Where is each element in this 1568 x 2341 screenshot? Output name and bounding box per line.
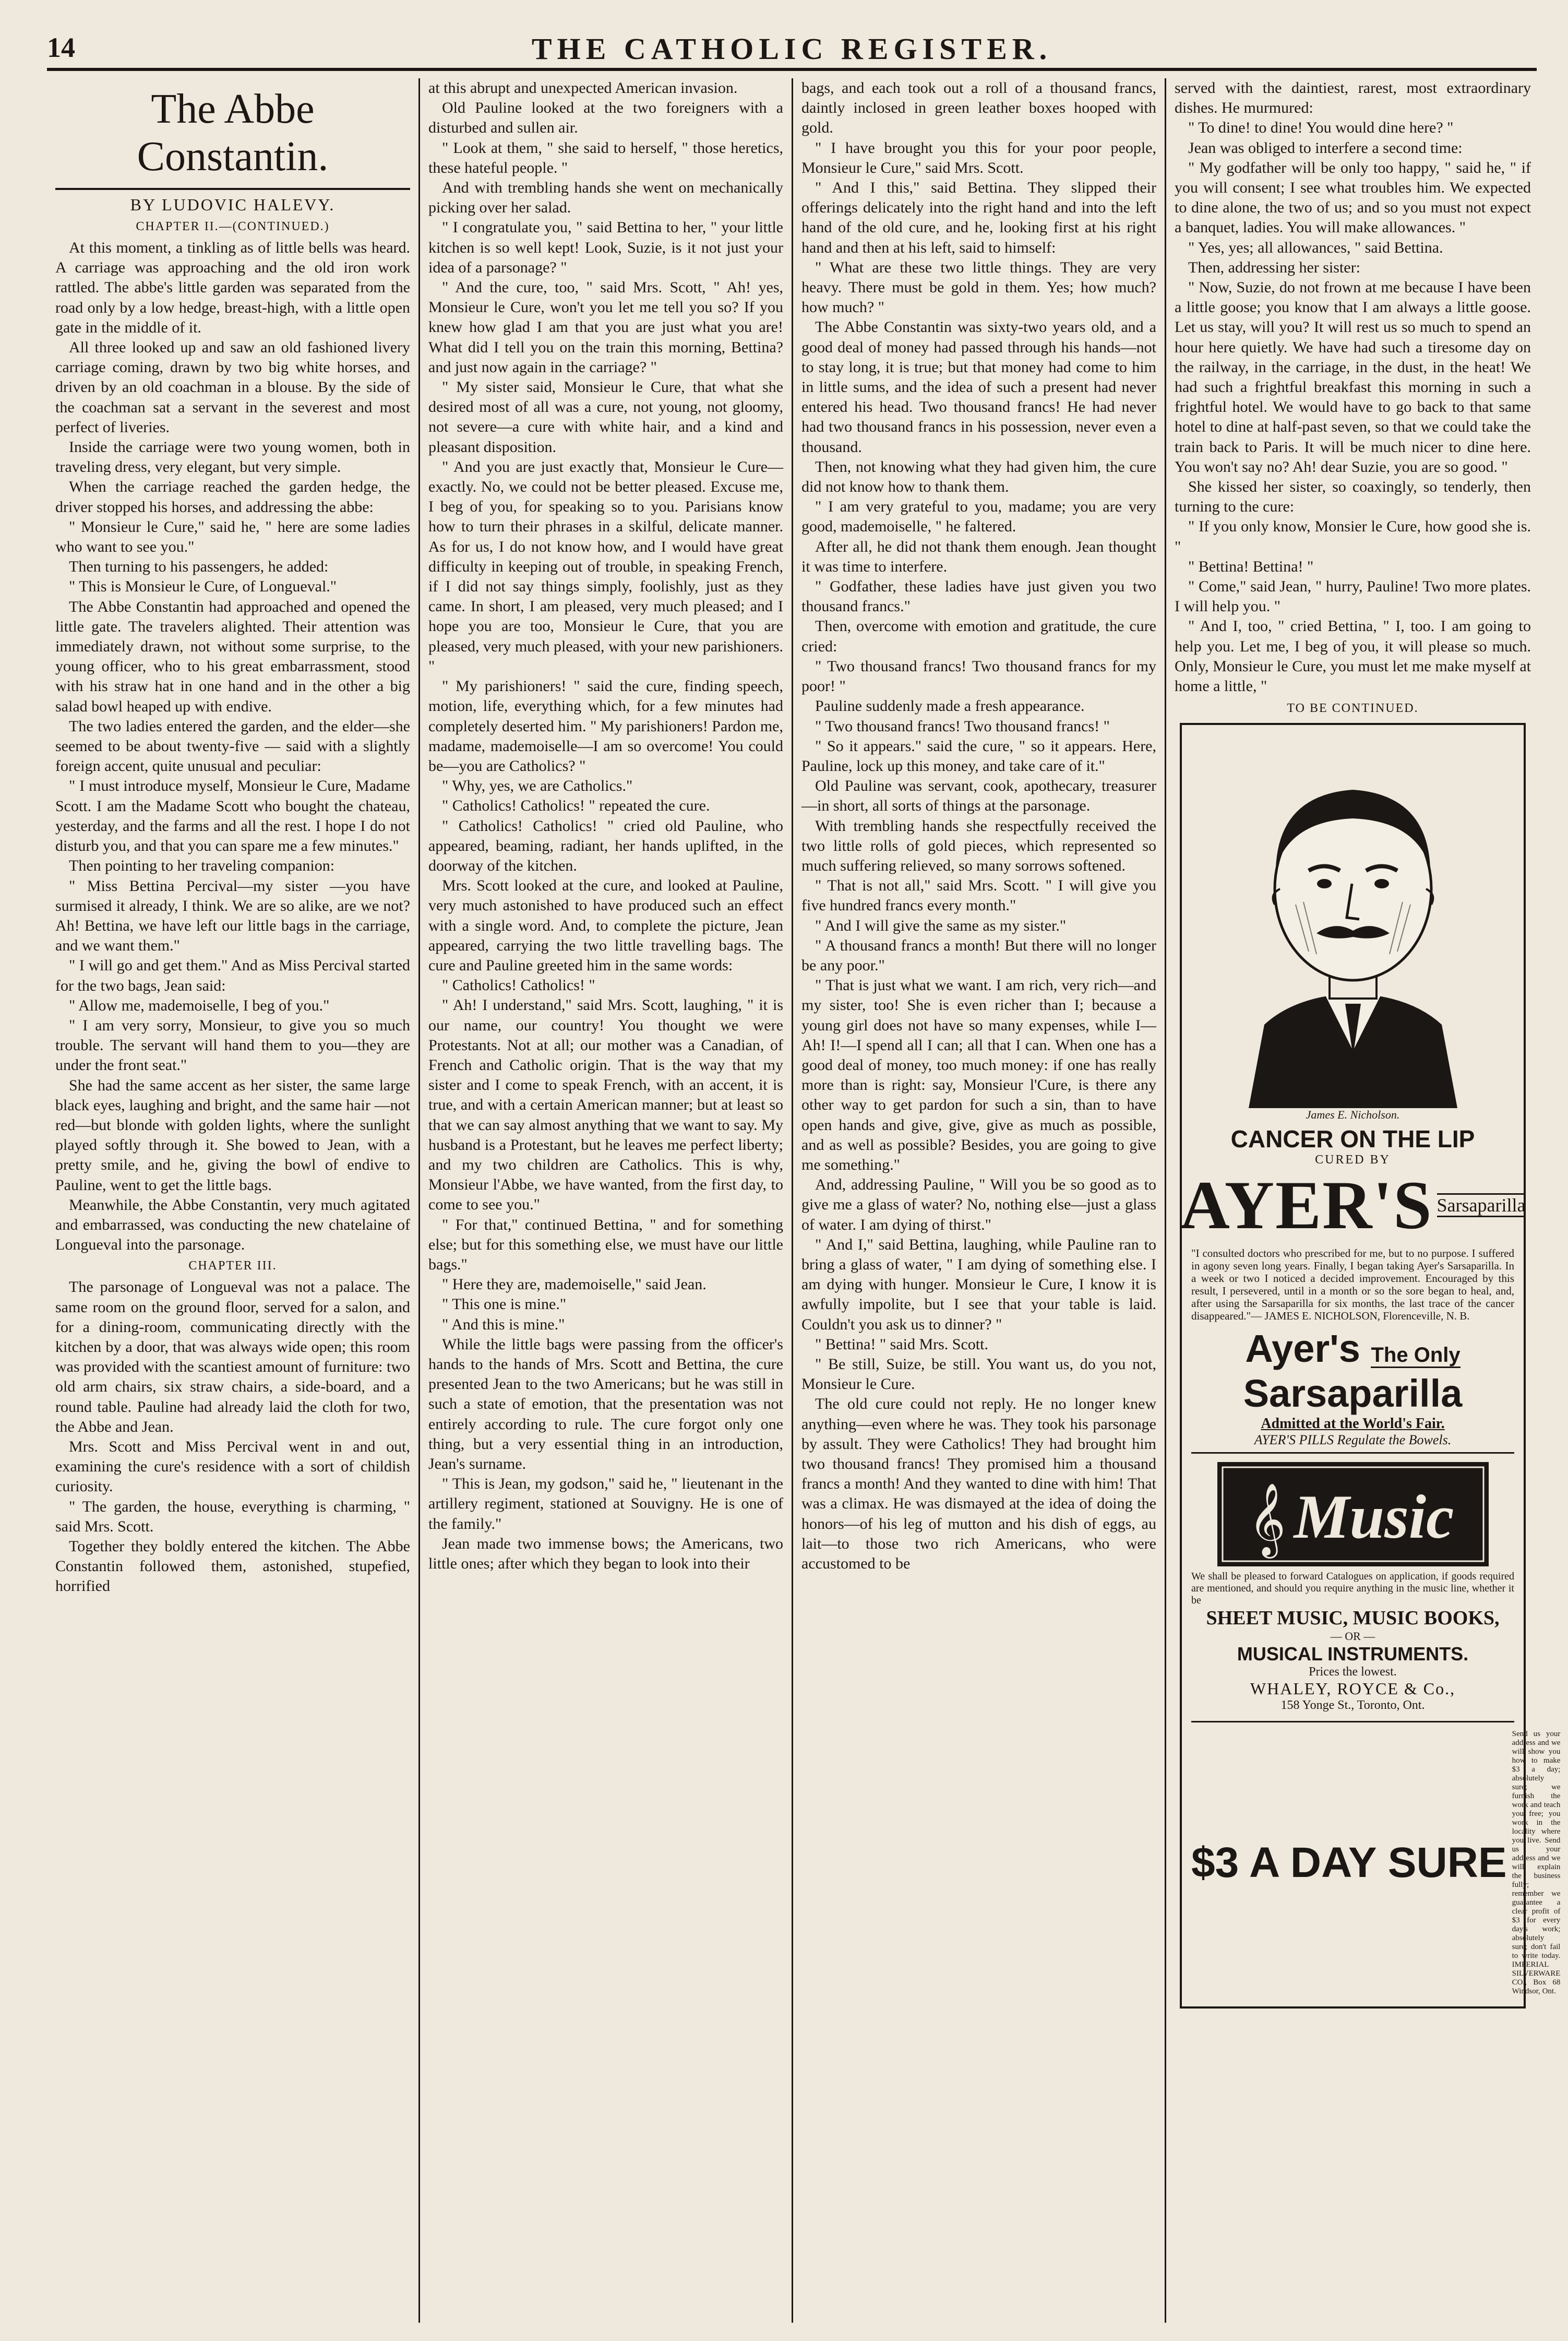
story-paragraph: She had the same accent as her sister, the same large black eyes, laughing and bright, and the same hair —not red—but blonde with golden lights, where the sunlight played softly through it. She bowed to Jean, with a pretty smile, and he, giving the bowl of endive to Pauline, went to get the little bags. bbox=[55, 1076, 410, 1194]
story-paragraph: " For that," continued Bettina, " and for something else; but for this something else, we must have our little bags." bbox=[428, 1216, 783, 1273]
story-paragraph: " Now, Suzie, do not frown at me because I have been a little goose; you know that I am always a little goose. Let us stay, will you? It will rest us so much to spend an hour here quietly. We have had such a tiresome day on the railway, in the carriage, in the dust, in the heat! We had such a frightful breakfast this morning in such a frightful hotel. We would have to go back to that same hotel to dine at half-past seven, so that we could take the train back to Paris. It will be much nicer to dine here. You won't say no? Ah! dear Suzie, you are so good. " bbox=[1175, 279, 1531, 476]
story-paragraph: " Yes, yes; all allowances, " said Bettina. bbox=[1188, 239, 1443, 256]
story-paragraph: At this moment, a tinkling as of little bells was heard. A carriage was approaching and the old iron work rattled. The abbe's little garden was separated from the road only by a low hedge, breast-high, with a little open gate in the middle of it. bbox=[55, 239, 410, 336]
story-paragraph: " Two thousand francs! Two thousand francs! " bbox=[815, 717, 1110, 735]
story-text bbox=[1175, 78, 1531, 696]
page-number: 14 bbox=[47, 32, 75, 63]
story-paragraph: Meanwhile, the Abbe Constantin, very much agitated and embarrassed, was conducting the new chatelaine of Longueval into the parsonage. bbox=[55, 1196, 410, 1254]
story-paragraph: She kissed her sister, so coaxingly, so tenderly, then turning to the cure: bbox=[1175, 478, 1531, 516]
logo-sarsaparilla: Sarsaparilla bbox=[1243, 1371, 1463, 1415]
music-banner bbox=[1217, 1462, 1489, 1566]
story-paragraph: Then, not knowing what they had given him, the cure did not know how to thank them. bbox=[801, 458, 1156, 496]
story-paragraph: " I congratulate you, " said Bettina to her, " your little kitchen is so well kept! Look, Suzie, is it not just your idea of a parsonage? " bbox=[428, 219, 783, 276]
story-paragraph: With trembling hands she respectfully received the two little rolls of gold pieces, which represented so much suffering relieved, so many sorrows softened. bbox=[801, 817, 1156, 874]
story-paragraph: Jean was obliged to interfere a second time: bbox=[1188, 139, 1463, 157]
story-paragraph: " Be still, Suize, be still. You want us, do you not, Monsieur le Cure. bbox=[801, 1356, 1156, 1393]
story-text bbox=[55, 238, 410, 1255]
music-banner-label: Music bbox=[1294, 1481, 1454, 1551]
story-paragraph: And with trembling hands she went on mechanically picking over her salad. bbox=[428, 179, 783, 217]
page-header bbox=[47, 31, 1537, 71]
story-paragraph: " That is not all," said Mrs. Scott. " I will give you five hundred francs every month." bbox=[801, 877, 1156, 914]
sarsaparilla-label: Sarsaparilla bbox=[1437, 1193, 1526, 1217]
story-paragraph: " This one is mine." bbox=[442, 1296, 567, 1313]
story-paragraph: " This is Jean, my godson," said he, " lieutenant in the artillery regiment, stationed at Souvigny. He is one of the family." bbox=[428, 1475, 783, 1532]
portrait-caption: James E. Nicholson. bbox=[1306, 1108, 1400, 1122]
story-paragraph: " I have brought you this for your poor people, Monsieur le Cure," said Mrs. Scott. bbox=[801, 139, 1156, 176]
story-paragraph: served with the daintiest, rarest, most extraordinary dishes. He murmured: bbox=[1175, 79, 1531, 117]
logo-only: The Only bbox=[1371, 1344, 1460, 1368]
column-1 bbox=[47, 78, 420, 2323]
story-paragraph: All three looked up and saw an old fashioned livery carriage coming, drawn by two big white horses, and driven by an old coachman in a blouse. By the side of the coachman sat a servant in the severest and most perfect of liveries. bbox=[55, 339, 410, 436]
story-paragraph: " And I," said Bettina, laughing, while Pauline ran to bring a glass of water, " I am dying of something else. I am dying with hunger. Monsieur le Cure, I know it is awfully impolite, but I see that your table is laid. Couldn't you ask us to dinner? " bbox=[801, 1235, 1156, 1333]
story-paragraph: " I am very sorry, Monsieur, to give you so much trouble. The servant will hand them to you—they are under the front seat." bbox=[55, 1016, 410, 1074]
chapter-heading: CHAPTER II.—(CONTINUED.) bbox=[136, 220, 330, 233]
company-address: 158 Yonge St., Toronto, Ont. bbox=[1280, 1698, 1425, 1712]
prices-line: Prices the lowest. bbox=[1309, 1665, 1397, 1679]
story-paragraph: Pauline suddenly made a fresh appearance. bbox=[815, 697, 1085, 715]
story-paragraph: " Come," said Jean, " hurry, Pauline! Two more plates. I will help you. " bbox=[1175, 578, 1531, 615]
ayers-advertisement bbox=[1180, 723, 1561, 2008]
chapter-heading: CHAPTER III. bbox=[188, 1259, 277, 1273]
story-paragraph: " I am very grateful to you, madame; you are very good, mademoiselle, " he faltered. bbox=[801, 498, 1156, 536]
story-paragraph: " Miss Bettina Percival—my sister —you have surmised it already, I think. We are so alike, are we not? Ah! Bettina, we have left our little bags in the carriage, and we want them." bbox=[55, 877, 410, 955]
story-paragraph: " My godfather will be only too happy, " said he, " if you will consent; I see what troubles him. We expected to dine alone, the two of us; and so you must not expect a banquet, ladies. You will make allowances. " bbox=[1175, 159, 1531, 236]
story-text bbox=[55, 1277, 410, 1596]
story-paragraph: " Bettina! " said Mrs. Scott. bbox=[815, 1335, 988, 1353]
story-paragraph: " Catholics! Catholics! " cried old Pauline, who appeared, beaming, radiant, her hands uplifted, in the doorway of the kitchen. bbox=[428, 817, 783, 874]
story-paragraph: " And I, too, " cried Bettina, " I, too. I am going to help you. Let me, I beg of you, it will please so much. Only, Monsieur le Cure, you must let me make myself at home a little, " bbox=[1175, 617, 1531, 695]
ad-frame bbox=[1180, 723, 1561, 2008]
story-paragraph: " I must introduce myself, Monsieur le Cure, Madame Scott. I am the Madame Scott who bought the chateau, yesterday, and the farms and all the rest. I hope I do not disturb you, and that you can spare me a few minutes." bbox=[55, 777, 410, 855]
story-paragraph: " Why, yes, we are Catholics." bbox=[442, 777, 633, 795]
testimonial: "I consulted doctors who prescribed for me, but to no purpose. I suffered in agony seven long years. Finally, I began taking Ayer's Sarsaparilla. In a week or two I noticed a decided improvement. Encouraged by this result, I persevered, until in a month or so the sore began to heal, and, after using the Sarsaparilla for six months, the last trace of the cancer disappeared."— JAMES E. NICHOLSON, Florenceville, N. B. bbox=[1191, 1247, 1514, 1323]
column-3 bbox=[793, 78, 1166, 2323]
company-name: WHALEY, ROYCE & Co., bbox=[1250, 1679, 1456, 1698]
story-paragraph: When the carriage reached the garden hedge, the driver stopped his horses, and addressing the abbe: bbox=[55, 478, 410, 516]
story-paragraph: While the little bags were passing from the officer's hands to the hands of Mrs. Scott and Bettina, the cure presented Jean to the two Americans; but he was still in such a state of emotion, that the presentation was not entirely according to rule. The cure forgot only one thing, but a very essential thing in an introduction, Jean's surname. bbox=[428, 1335, 783, 1473]
story-paragraph: Old Pauline was servant, cook, apothecary, treasurer—in short, all sorts of things at the parsonage. bbox=[801, 777, 1156, 815]
treble-clef-icon: 𝄞 bbox=[1248, 1484, 1286, 1554]
story-paragraph: " Bettina! Bettina! " bbox=[1188, 557, 1314, 575]
story-paragraph: " And the cure, too, " said Mrs. Scott, " Ah! yes, Monsieur le Cure, won't you let me tell you so? If you knew how glad I am that you are just what you are! What did I tell you on the train this morning, Bettina? and just now again in the carriage? " bbox=[428, 279, 783, 376]
story-paragraph: " To dine! to dine! You would dine here? " bbox=[1188, 119, 1454, 137]
story-paragraph: The Abbe Constantin had approached and opened the little gate. The travelers alighted. Their attention was immediately drawn, not without some surprise, to the young officer, who to his great embarrassment, stood with his straw hat in one hand and in the other a big salad bowl heaped up with endive. bbox=[55, 598, 410, 715]
story-paragraph: " Look at them, " she said to herself, " those heretics, these hateful people. " bbox=[428, 139, 783, 176]
story-paragraph: " And you are just exactly that, Monsieur le Cure—exactly. No, we could not be better pleased. Excuse me, I beg of you, for speaking so to you. Parisians know how to turn their phrases in a skilful, delicate manner. As for us, I do not know how, and I would have great difficulty in keeping out of trouble, in speaking French, if I did not say things simply, foolishly, just as they came. In short, I am pleased, very much pleased; and I hope you are too, Monsieur le Cure, that you are pleased, very much pleased, with your new parishioners. " bbox=[428, 458, 783, 675]
story-paragraph: at this abrupt and unexpected American invasion. bbox=[428, 79, 738, 97]
story-paragraph: " Catholics! Catholics! " repeated the cure. bbox=[442, 797, 710, 815]
story-paragraph: " That is just what we want. I am rich, very rich—and my sister, too! She is even richer than I; because a young girl does not have so many expenses, while I— Ah! I!—I spend all I can; all that I can. When one has a good deal of money, too much money: if one has really more than is right: say, Monsieur l'Cure, is there any other way to get pardon for such a sin, than to have open hands and give, give, give as much as possible, and as well as possible? Besides, you are going to give me something." bbox=[801, 977, 1156, 1173]
worlds-fair-line: Admitted at the World's Fair. bbox=[1261, 1415, 1445, 1432]
story-title: The Abbe Constantin. bbox=[55, 86, 410, 190]
three-a-day-headline: $3 A DAY SURE bbox=[1191, 1838, 1507, 1886]
ayers-wordmark bbox=[1180, 1167, 1526, 1244]
column-4 bbox=[1166, 78, 1561, 2323]
story-paragraph: " And I will give the same as my sister." bbox=[815, 917, 1067, 934]
story-paragraph: " The garden, the house, everything is charming, " said Mrs. Scott. bbox=[55, 1498, 410, 1535]
pills-line: AYER'S PILLS Regulate the Bowels. bbox=[1191, 1432, 1514, 1454]
continued-note: TO BE CONTINUED. bbox=[1287, 702, 1419, 716]
sarsaparilla-logo bbox=[1191, 1326, 1514, 1415]
story-paragraph: And, addressing Pauline, " Will you be so good as to give me a glass of water? No, nothing else—just a glass of water. I am dying of thirst." bbox=[801, 1176, 1156, 1233]
ad-headline: CANCER ON THE LIP bbox=[1230, 1125, 1475, 1153]
story-text bbox=[428, 78, 783, 1574]
cured-by-label: CURED BY bbox=[1315, 1153, 1391, 1167]
story-paragraph: " Godfather, these ladies have just given you two thousand francs." bbox=[801, 578, 1156, 615]
story-paragraph: " Catholics! Catholics! " bbox=[442, 977, 595, 994]
music-blurb: We shall be pleased to forward Catalogues on application, if goods required are mentioned, and should you require anything in the music line, whether it be bbox=[1191, 1570, 1514, 1606]
story-paragraph: " Ah! I understand," said Mrs. Scott, laughing, " it is our name, our country! You thought we were Protestants. Not at all; our mother was a Canadian, of French and Catholic origin. That is the way that my sister and I come to speak French, with an accent, it is true, and with a certain American manner; but at least so that we can say almost anything that we want to say. My husband is a Protestant, but he leaves me perfect liberty; and my two children are Catholics. This is why, Monsieur l'Abbe, we have wanted, from the first day, to come to see you." bbox=[428, 996, 783, 1214]
logo-ayers: Ayer's bbox=[1245, 1327, 1360, 1371]
story-paragraph: Then pointing to her traveling companion: bbox=[69, 857, 335, 875]
story-paragraph: " Monsieur le Cure," said he, " here are some ladies who want to see you." bbox=[55, 518, 410, 556]
newspaper-title: THE CATHOLIC REGISTER. bbox=[531, 32, 1052, 66]
story-paragraph: " And this is mine." bbox=[442, 1315, 565, 1333]
story-paragraph: Mrs. Scott looked at the cure, and looked at Pauline, very much astonished to have produced such an effect with a single word. And, to complete the picture, Jean appeared, carrying the two little travelling bags. The cure and Pauline greeted him in the same words: bbox=[428, 877, 783, 974]
story-paragraph: Old Pauline looked at the two foreigners with a disturbed and sullen air. bbox=[428, 99, 783, 137]
sheet-music-line: SHEET MUSIC, MUSIC BOOKS, bbox=[1206, 1607, 1500, 1629]
story-paragraph: " And I this," said Bettina. They slipped their offerings delicately into the right hand and into the left hand of the old cure, and he, looking first at his right hand and then at his left, said to himself: bbox=[801, 179, 1156, 256]
story-paragraph: " Here they are, mademoiselle," said Jean. bbox=[442, 1276, 707, 1293]
story-text bbox=[801, 78, 1156, 1574]
story-paragraph: The parsonage of Longueval was not a palace. The same room on the ground floor, served for a salon, and for a dining-room, communicating directly with the kitchen by a door, that was always wide open; this room was provided with the scantiest amount of furniture: two old arm chairs, six straw chairs, a side-board, and a round table. Pauline had already laid the cloth for two, the Abbe and Jean. bbox=[55, 1278, 410, 1435]
story-paragraph: Then, overcome with emotion and gratitude, the cure cried: bbox=[801, 617, 1156, 655]
byline: BY LUDOVIC HALEVY. bbox=[130, 195, 336, 214]
instruments-line: MUSICAL INSTRUMENTS. bbox=[1237, 1643, 1469, 1665]
portrait-illustration bbox=[1217, 732, 1489, 1108]
story-paragraph: " So it appears." said the cure, " so it appears. Here, Pauline, lock up this money, and take care of it." bbox=[801, 737, 1156, 775]
story-paragraph: After all, he did not thank them enough. Jean thought it was time to interfere. bbox=[801, 538, 1156, 575]
story-paragraph: Then, addressing her sister: bbox=[1188, 258, 1360, 276]
story-paragraph: " What are these two little things. They are very heavy. There must be gold in them. Yes; how much? how much? " bbox=[801, 258, 1156, 316]
story-paragraph: " My sister said, Monsieur le Cure, that what she desired most of all was a cure, not young, not gloomy, not severe—a cure with white hair, and a kind and pleasant disposition. bbox=[428, 378, 783, 456]
story-paragraph: The Abbe Constantin was sixty-two years old, and a good deal of money had passed through his hands—not to stay long, it is true; but that money had come to him in little sums, and the idea of such a present had never entered his head. Two thousand francs! He had never had two thousand francs in his possession, never even a thousand. bbox=[801, 318, 1156, 456]
three-a-day-ad bbox=[1191, 1721, 1561, 1996]
article-columns bbox=[47, 78, 1561, 2323]
ayers-name: AYER'S bbox=[1180, 1167, 1433, 1244]
story-paragraph: " My parishioners! " said the cure, finding speech, motion, life, everything which, for a few minutes had completely deserted him. " My parishioners! Pardon me, madame, mademoiselle—I am so overcome! You could be—you are Catholics? " bbox=[428, 678, 783, 775]
story-paragraph: Then turning to his passengers, he added: bbox=[69, 558, 329, 576]
story-paragraph: The old cure could not reply. He no longer knew anything—even where he was. They took his parsonage by assult. They were Catholics! They had brought him two thousand francs! They promised him a thousand francs a month! And they wanted to dine with him! That was a climax. He was dismayed at the idea of doing the honors—of his leg of mutton and his dish of eggs, au lait—to those two rich Americans, who were accustomed to be bbox=[801, 1395, 1156, 1573]
story-paragraph: Mrs. Scott and Miss Percival went in and out, examining the cure's residence with a sort of childish curiosity. bbox=[55, 1437, 410, 1495]
story-paragraph: Inside the carriage were two young women, both in traveling dress, very elegant, but very simple. bbox=[55, 438, 410, 476]
column-2 bbox=[420, 78, 793, 2323]
story-paragraph: The two ladies entered the garden, and the elder—she seemed to be about twenty-five — said with a slightly foreign accent, quite unusual and peculiar: bbox=[55, 717, 410, 775]
story-paragraph: " Allow me, mademoiselle, I beg of you." bbox=[69, 996, 330, 1014]
story-paragraph: " Two thousand francs! Two thousand francs for my poor! " bbox=[801, 657, 1156, 695]
story-paragraph: Together they boldly entered the kitchen. The Abbe Constantin followed them, astonished, stupefied, horrified bbox=[55, 1538, 410, 1595]
story-paragraph: " This is Monsieur le Cure, of Longueval." bbox=[69, 578, 337, 596]
story-paragraph: Jean made two immense bows; the Americans, two little ones; after which they began to look into their bbox=[428, 1535, 783, 1573]
or-divider: — OR — bbox=[1330, 1629, 1375, 1643]
story-paragraph: " I will go and get them." And as Miss Percival started for the two bags, Jean said: bbox=[55, 957, 410, 994]
story-paragraph: " If you only know, Monsier le Cure, how good she is. " bbox=[1175, 518, 1531, 555]
three-a-day-fine-print: Send us your address and we will show you how to make $3 a day; absolutely sure; we furnish the work and teach you free; you work in the locality where you live. Send us your address and we will explain the business fully; remember we guarantee a clear profit of $3 for every day's work; absolutely sure; don't fail to write today. IMPERIAL SILVERWARE CO., Box 68 Windsor, Ont. bbox=[1512, 1729, 1561, 1995]
story-paragraph: " A thousand francs a month! But there will no longer be any poor." bbox=[801, 936, 1156, 974]
story-paragraph: bags, and each took out a roll of a thousand francs, daintly inclosed in green leather boxes hooped with gold. bbox=[801, 79, 1156, 137]
